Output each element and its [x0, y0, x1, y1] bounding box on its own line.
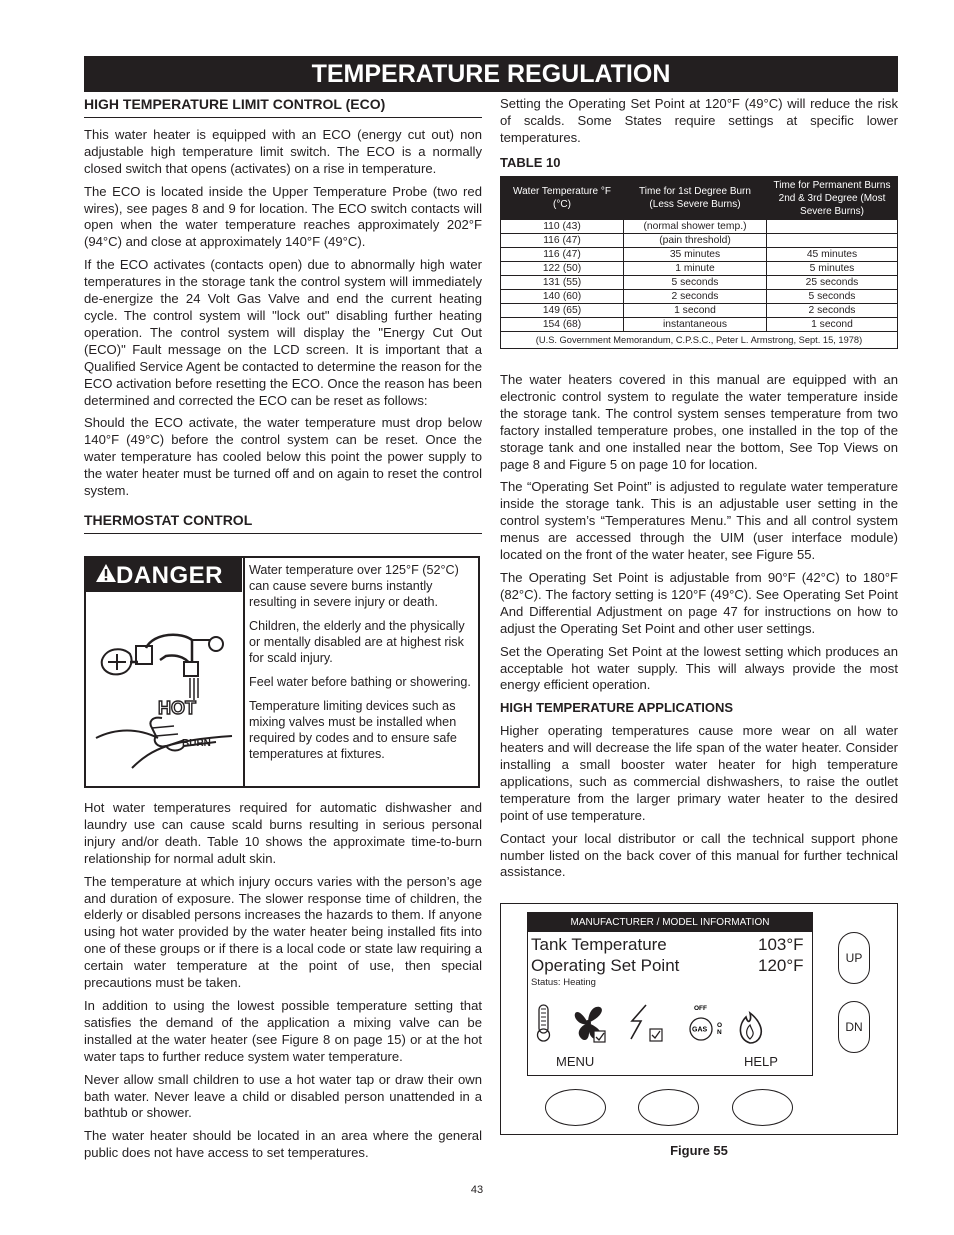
table-row [501, 234, 898, 248]
figure-caption: Figure 55 [670, 1143, 728, 1158]
table-cell: 2 seconds [624, 290, 767, 304]
down-button[interactable]: DN [838, 1001, 870, 1053]
ignitor-icon [631, 1005, 662, 1041]
eco-paragraph-2: The ECO is located inside the Upper Temperature Probe (two red wires), see pages 8 and 9 for location. The ECO switch contacts will open when the water temperature reaches approximately 202°F (94°C) and close at approximately 140°F (49°C). [84, 183, 482, 250]
fan-icon [575, 1007, 605, 1042]
menu-button[interactable] [545, 1089, 606, 1126]
high-temp-paragraph-2: Contact your local distributor or call the technical support phone number listed on the back cover of this manual for further technical assistance. [500, 830, 898, 880]
control-paragraph-4: Set the Operating Set Point at the lowest setting which produces an acceptable hot water supply. This will always provide the most energy efficient operation. [500, 643, 898, 693]
page-number: 43 [470, 1184, 484, 1196]
left-column-lower [84, 800, 482, 1168]
table-cell: 122 (50) [501, 262, 624, 276]
page-title: TEMPERATURE REGULATION [84, 56, 898, 92]
thermometer-icon [538, 1005, 550, 1041]
table-cell: 5 seconds [624, 276, 767, 290]
warning-triangle-icon [96, 564, 116, 582]
danger-label: DANGER [116, 562, 224, 589]
table-cell: 149 (65) [501, 304, 624, 318]
menu-label: MENU [556, 1054, 595, 1069]
burn-time-table [500, 176, 898, 349]
svg-text:O: O [717, 1022, 723, 1029]
tank-temperature-value: 103°F [758, 935, 804, 954]
setpoint-label: Operating Set Point [531, 956, 680, 975]
right-column-lower [500, 372, 898, 887]
table-row [501, 220, 898, 234]
control-paragraph-1: The water heaters covered in this manual are equipped with an electronic control system to regulate the water temperature inside the storage tank. The control system senses temperature from two factory installed temperature probes, one installed in the top of the storage tank and one installed near the bottom, See Top Views on page 8 and Figure 5 on page 10 for location. [500, 372, 898, 472]
up-button[interactable]: UP [838, 932, 870, 984]
table-cell: 25 seconds [767, 276, 898, 290]
table-cell: 140 (60) [501, 290, 624, 304]
table-row [501, 290, 898, 304]
table-header: Water Temperature °F (°C) [501, 177, 624, 220]
help-button[interactable] [732, 1089, 793, 1126]
table-cell: (pain threshold) [624, 234, 767, 248]
thermo-paragraph-1: Hot water temperatures required for automatic dishwasher and laundry use can cause scald burns resulting in serious personal injury and/or death. Table 10 shows the approximate time-to-burn relationship for normal adult skin. [84, 800, 482, 866]
table-cell: 1 second [624, 304, 767, 318]
table-row [501, 276, 898, 290]
table-cell: 154 (68) [501, 318, 624, 332]
uim-lcd-screen [527, 912, 813, 1076]
thermo-paragraph-3: In addition to using the lowest possible temperature setting that satisfies the demand of the application a mixing valve can be installed at the water heater (see Figure 8 on page 15) or at the hot water taps to further reduce system water temperature. [84, 997, 482, 1064]
table-cell: 110 (43) [501, 220, 624, 234]
table-cell: (normal shower temp.) [624, 220, 767, 234]
table-cell: 131 (55) [501, 276, 624, 290]
table-cell: 116 (47) [501, 234, 624, 248]
svg-text:N: N [717, 1029, 722, 1036]
hot-label: HOT [158, 698, 196, 718]
thermo-paragraph-5: The water heater should be located in an area where the general public does not have access to set temperatures. [84, 1128, 482, 1161]
table-row [501, 248, 898, 262]
status-text: Status: Heating [531, 977, 596, 988]
table-cell: 116 (47) [501, 248, 624, 262]
danger-paragraph-4: Temperature limiting devices such as mixing valves must be installed when required by codes and to ensure safe temperatures at fixtures. [249, 699, 457, 761]
uim-status-icons [528, 999, 812, 1047]
eco-paragraph-1: This water heater is equipped with an ECO (energy cut out) non adjustable high temperature limit switch. The ECO is a normally closed switch that opens (activates) on a rise in temperature. [84, 126, 482, 176]
svg-text:GAS: GAS [692, 1026, 708, 1034]
table-row [501, 318, 898, 332]
table-cell: 35 minutes [624, 248, 767, 262]
danger-warning-box [84, 556, 480, 788]
high-temp-heading: HIGH TEMPERATURE APPLICATIONS [500, 700, 734, 716]
danger-divider [243, 558, 245, 786]
eco-heading: HIGH TEMPERATURE LIMIT CONTROL (ECO) [84, 96, 482, 118]
high-temp-paragraph-1: Higher operating temperatures cause more wear on all water heaters and will decrease the life span of the water heater. Consider installing a small booster water heater for high temperature applications, such as commercial dishwashers, to raise the outlet temperature from the larger primary water heater to the desired point of use temperature. [500, 723, 898, 823]
table-cell: 1 minute [624, 262, 767, 276]
table-cell: 1 second [767, 318, 898, 332]
flame-icon [740, 1013, 761, 1043]
center-button[interactable] [638, 1089, 699, 1126]
table-cell: 5 minutes [767, 262, 898, 276]
table-cell: 5 seconds [767, 290, 898, 304]
gas-valve-icon [690, 1005, 722, 1040]
table-cell: 2 seconds [767, 304, 898, 318]
control-paragraph-2: The “Operating Set Point” is adjusted to regulate water temperature inside the storage tank. This is an adjustable user setting in the control system’s “Temperatures Menu.” This and all control system menus are accessed through the UIM (user interface module) located on the front of the water heater, see Figure 55. [500, 479, 898, 563]
burn-label: BURN [182, 738, 211, 749]
right-column-top [500, 96, 898, 178]
control-paragraph-3: The Operating Set Point is adjustable from 90°F (42°C) to 180°F (82°C). The factory setting is 120°F (49°C). See Operating Set Point And Differential Adjustment on page 47 for instructions on how to adjust the Operating Set Point and other user settings. [500, 569, 898, 636]
setpoint-value: 120°F [758, 956, 804, 975]
tank-temperature-label: Tank Temperature [531, 935, 667, 954]
table-header: Time for 1st Degree Burn (Less Severe Burns) [624, 177, 767, 220]
eco-paragraph-4: Should the ECO activate, the water temperature must drop below 140°F (49°C) before the control system can be reset. Once the water temperature has cooled below this point the power supply to the water heater must be turned off and on again to reset the control system. [84, 415, 482, 499]
table-cell: 45 minutes [767, 248, 898, 262]
table-row [501, 262, 898, 276]
thermo-paragraph-4: Never allow small children to use a hot water tap or draw their own bath water. Never leave a child or disabled person unattended in a bathtub or shower. [84, 1071, 482, 1121]
uim-header: MANUFACTURER / MODEL INFORMATION [528, 913, 812, 932]
table-cell: instantaneous [624, 318, 767, 332]
danger-header [86, 558, 242, 592]
table-header: Time for Permanent Burns 2nd & 3rd Degree (Most Severe Burns) [767, 177, 898, 220]
eco-paragraph-3: If the ECO activates (contacts open) due to abnormally high water temperatures in the storage tank the control system will immediately de-energize the 24 Volt Gas Valve and end the current heating cycle. The control system will "lock out" disabling further heating operation. The control system will display the "Energy Cut Out (ECO)" Fault message on the LCD screen. It is important that a Qualified Service Agent be contacted to determine the reason for the ECO activation before resetting the ECO. Once the reason has been determined and corrected the ECO can be reset as follows: [84, 257, 482, 408]
thermostat-heading: THERMOSTAT CONTROL [84, 512, 482, 534]
table-row [501, 304, 898, 318]
danger-paragraph-3: Feel water before bathing or showering. [249, 675, 471, 689]
svg-text:OFF: OFF [694, 1005, 707, 1012]
table-10-label: TABLE 10 [500, 154, 561, 170]
thermo-paragraph-2: The temperature at which injury occurs varies with the person’s age and duration of exposure. The slower response time of children, the elderly or disabled persons increases the hazards to them. If anyone using hot water provided by the water heater being installed fits into one of these groups or if there is a local code or state law requiring a certain water temperature at the point of use, then special precautions must be taken. [84, 873, 482, 991]
table-cell [767, 220, 898, 234]
table-footnote: (U.S. Government Memorandum, C.P.S.C., Peter L. Armstrong, Sept. 15, 1978) [501, 332, 898, 349]
table-footnote-row [501, 332, 898, 349]
setpoint-paragraph: Setting the Operating Set Point at 120°F (49°C) will reduce the risk of scalds. Some States require settings at specific lower temperatures. [500, 96, 898, 145]
danger-text [249, 562, 473, 770]
hot-water-burn-icon [92, 618, 240, 774]
danger-paragraph-1: Water temperature over 125°F (52°C) can cause severe burns instantly resulting in severe injury or death. [249, 563, 459, 609]
help-label: HELP [744, 1054, 778, 1069]
danger-paragraph-2: Children, the elderly and the physically or mentally disabled are at highest risk for scald injury. [249, 619, 465, 665]
table-cell [767, 234, 898, 248]
left-column [84, 96, 482, 543]
